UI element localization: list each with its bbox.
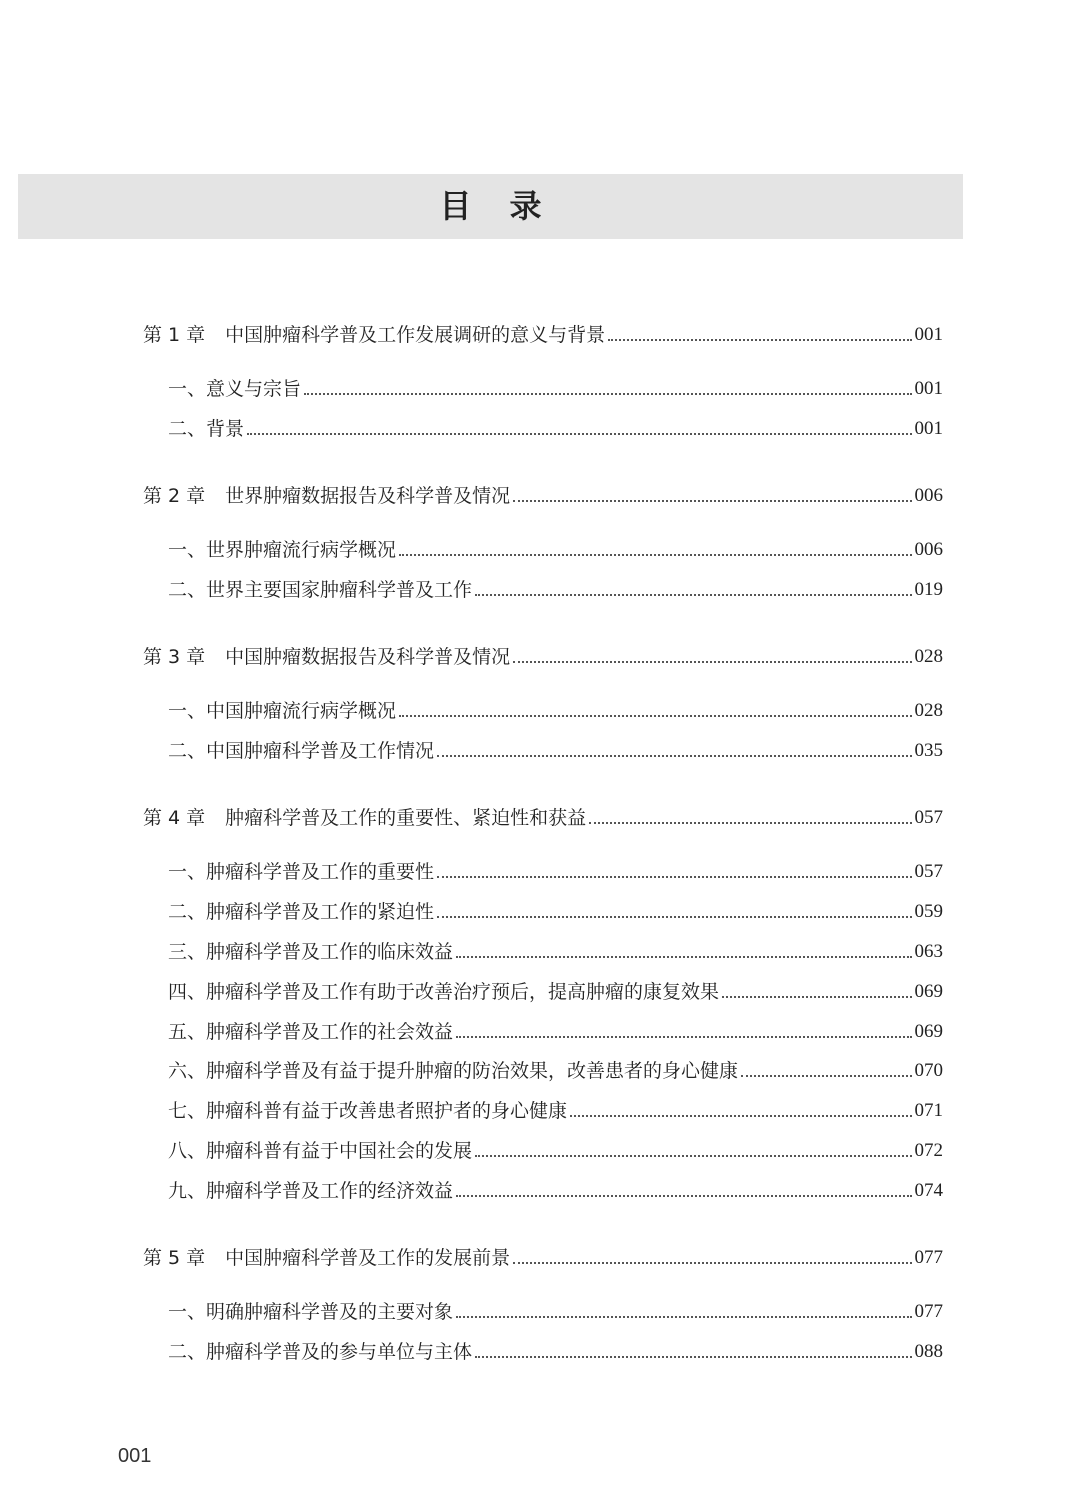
toc-chapter-5[interactable] [143, 1241, 943, 1271]
dot-leader [456, 1195, 911, 1197]
toc-section[interactable] [168, 372, 943, 402]
toc-section[interactable] [168, 573, 943, 603]
section-title: 四、肿瘤科学普及工作有助于改善治疗预后，提高肿瘤的康复效果 [168, 981, 720, 1003]
toc-section[interactable] [168, 975, 943, 1005]
dot-leader [513, 661, 911, 663]
chapter-number: 第 1 章 [143, 324, 206, 346]
toc-section[interactable] [168, 855, 943, 885]
section-title: 一、意义与宗旨 [168, 378, 302, 400]
dot-leader [589, 822, 911, 824]
toc-title-band [18, 174, 963, 239]
dot-leader [608, 339, 911, 341]
page-number: 074 [914, 1180, 943, 1201]
toc-section[interactable] [168, 895, 943, 925]
dot-leader [513, 1262, 911, 1264]
toc-section[interactable] [168, 1015, 943, 1045]
toc-section[interactable] [168, 1054, 943, 1084]
dot-leader [399, 715, 911, 717]
page-number: 019 [914, 579, 943, 600]
dot-leader [456, 1316, 911, 1318]
toc-section[interactable] [168, 533, 943, 563]
chapter-number: 第 3 章 [143, 646, 206, 668]
footer-page-number: 001 [118, 1445, 152, 1467]
toc-section[interactable] [168, 935, 943, 965]
chapter-number: 第 2 章 [143, 485, 206, 507]
toc-section[interactable] [168, 1335, 943, 1365]
page-number: 072 [914, 1140, 943, 1161]
page-number: 001 [914, 418, 943, 439]
dot-leader [475, 1155, 911, 1157]
toc-title-char-1: 目 [439, 187, 472, 225]
section-title: 九、肿瘤科学普及工作的经济效益 [168, 1180, 454, 1202]
chapter-title: 肿瘤科学普及工作的重要性、紧迫性和获益 [225, 807, 587, 829]
page-number: 070 [914, 1060, 943, 1081]
toc-chapter-3[interactable] [143, 640, 943, 670]
dot-leader [475, 594, 911, 596]
page-number: 063 [914, 941, 943, 962]
toc-section[interactable] [168, 1094, 943, 1124]
toc-chapter-4[interactable] [143, 801, 943, 831]
toc-section[interactable] [168, 1295, 943, 1325]
section-title: 一、中国肿瘤流行病学概况 [168, 700, 397, 722]
page-number: 028 [914, 646, 943, 667]
dot-leader [475, 1356, 911, 1358]
section-title: 八、肿瘤科普有益于中国社会的发展 [168, 1140, 473, 1162]
page-number: 071 [914, 1100, 943, 1121]
page-number: 006 [914, 485, 943, 506]
dot-leader [304, 393, 911, 395]
dot-leader [437, 755, 911, 757]
chapter-title: 中国肿瘤数据报告及科学普及情况 [225, 646, 511, 668]
page-number: 059 [914, 901, 943, 922]
dot-leader [437, 916, 911, 918]
chapter-title: 中国肿瘤科学普及工作的发展前景 [225, 1247, 511, 1269]
section-title: 一、肿瘤科学普及工作的重要性 [168, 861, 435, 883]
section-title: 五、肿瘤科学普及工作的社会效益 [168, 1021, 454, 1043]
section-title: 三、肿瘤科学普及工作的临床效益 [168, 941, 454, 963]
dot-leader [437, 876, 911, 878]
page-number: 077 [914, 1301, 943, 1322]
chapter-number: 第 5 章 [143, 1247, 206, 1269]
toc-section[interactable] [168, 1134, 943, 1164]
page-number: 069 [914, 1021, 943, 1042]
page-number: 001 [914, 324, 943, 345]
chapter-title: 中国肿瘤科学普及工作发展调研的意义与背景 [225, 324, 606, 346]
dot-leader [722, 996, 911, 998]
page-number: 057 [914, 807, 943, 828]
dot-leader [456, 956, 911, 958]
section-title: 二、世界主要国家肿瘤科学普及工作 [168, 579, 473, 601]
chapter-number: 第 4 章 [143, 807, 206, 829]
chapter-title: 世界肿瘤数据报告及科学普及情况 [225, 485, 511, 507]
page-number: 077 [914, 1247, 943, 1268]
page-number: 001 [914, 378, 943, 399]
toc-chapter-2[interactable] [143, 479, 943, 509]
toc-section[interactable] [168, 1174, 943, 1204]
page-number: 035 [914, 740, 943, 761]
dot-leader [513, 500, 911, 502]
toc-chapter-1[interactable] [143, 318, 943, 348]
page-number: 069 [914, 981, 943, 1002]
toc-section[interactable] [168, 694, 943, 724]
dot-leader [456, 1036, 911, 1038]
dot-leader [570, 1115, 911, 1117]
page-number: 088 [914, 1341, 943, 1362]
section-title: 二、背景 [168, 418, 245, 440]
section-title: 六、肿瘤科学普及有益于提升肿瘤的防治效果，改善患者的身心健康 [168, 1060, 739, 1082]
section-title: 一、明确肿瘤科学普及的主要对象 [168, 1301, 454, 1323]
section-title: 七、肿瘤科普有益于改善患者照护者的身心健康 [168, 1100, 568, 1122]
dot-leader [247, 433, 911, 435]
dot-leader [741, 1075, 911, 1077]
toc-section[interactable] [168, 734, 943, 764]
section-title: 一、世界肿瘤流行病学概况 [168, 539, 397, 561]
toc-section[interactable] [168, 412, 943, 442]
toc-title-char-2: 录 [509, 187, 542, 225]
page-number: 028 [914, 700, 943, 721]
page-number: 006 [914, 539, 943, 560]
section-title: 二、中国肿瘤科学普及工作情况 [168, 740, 435, 762]
section-title: 二、肿瘤科学普及的参与单位与主体 [168, 1341, 473, 1363]
toc-title [18, 174, 963, 239]
page-number: 057 [914, 861, 943, 882]
dot-leader [399, 554, 911, 556]
section-title: 二、肿瘤科学普及工作的紧迫性 [168, 901, 435, 923]
